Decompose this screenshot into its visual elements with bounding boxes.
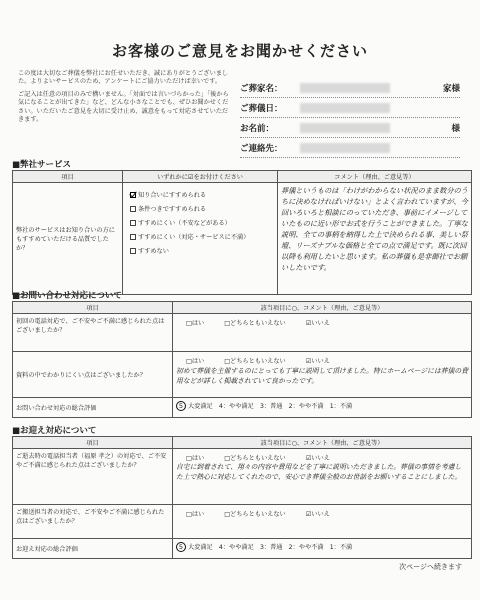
redacted-value <box>300 83 390 93</box>
option-yes[interactable]: □はい <box>186 455 205 462</box>
answer-options <box>176 451 468 462</box>
contact-row <box>240 138 460 158</box>
checkbox[interactable] <box>130 220 136 226</box>
option-yes[interactable]: □はい <box>186 358 205 365</box>
answer-options <box>176 507 468 518</box>
section-heading-service: ■弊社サービス <box>12 160 72 170</box>
options-cell <box>123 183 278 295</box>
question-cell: ご搬送担当者の対応で、ご不安やご不満に感じられた点はございましたか？ <box>13 505 173 539</box>
answer-options <box>176 316 468 327</box>
question-cell: お問い合わせ対応の総合評価 <box>13 398 173 418</box>
checkbox-checked[interactable] <box>130 192 136 198</box>
option-hard[interactable]: すすめにくい（不安などがある） <box>130 218 274 227</box>
answer-cell <box>173 352 472 398</box>
col-item: 項目 <box>13 171 123 183</box>
handwritten-comment: 自宅に到着されて、翔々の内容や費用などを丁寧に説明いただきました。葬儀の事情を考慮した上で熱心に対応してくれたので、安心でき葬儀全般のお世話をお願いすることにしました。 <box>176 463 462 481</box>
option-no[interactable]: すすめない <box>130 246 274 255</box>
page-title: お客様のご意見をお聞かせください <box>111 42 368 60</box>
option-no[interactable]: ☑いいえ <box>305 455 330 462</box>
redacted-value <box>300 143 390 153</box>
inquiry-table <box>12 301 472 418</box>
question-cell: ご逝去時の電話担当者（福原 孝之）の対応で、ご不安やご不満に感じられた点はございましたか？ <box>13 449 173 505</box>
mourner-row <box>240 78 460 98</box>
rating-selected[interactable]: 5 <box>176 401 186 411</box>
intro-paragraph: ご記入は任意の項目のみで構いません。「対面では言いづらかった」「後から気になることが出てきた」など、どんな小さなことでも、ぜひお聞かせください。いただいたご意見を大切に受け止め、誠意をもって対応させていただきます。 <box>18 90 229 124</box>
service-table <box>12 170 472 295</box>
option-yes[interactable]: □はい <box>186 511 205 518</box>
option-neutral[interactable]: □どちらともいえない <box>224 320 286 327</box>
question-cell: 資料の中でわかりにくい点はございましたか？ <box>13 352 173 398</box>
date-row <box>240 98 460 118</box>
option-no[interactable]: ☑いいえ <box>305 511 330 518</box>
col-choice: いずれかに☑をお付けください <box>123 171 278 183</box>
comment-cell: 葬儀というものは「わけがわからない状況のまま数分のうちに決めなければいけない」とよく言われていますが、今回いろいろと相談にのっていただき、事前にイメージしていたものに近い形でお式を行うことができました。丁寧な説明、全ての事柄を納得した上で決められる事、美しい祭壇、リーズナブルな価格と全ての点で満足です。既に次回以降も利用したいと思います。私の葬儀も是非御社でお願いしたいです。 <box>278 183 472 295</box>
rating-cell <box>173 539 472 559</box>
name-row <box>240 118 460 138</box>
option-neutral[interactable]: □どちらともいえない <box>224 511 286 518</box>
option-recommend[interactable]: 知り合いにすすめられる <box>130 190 274 199</box>
option-neutral[interactable]: □どちらともいえない <box>224 455 286 462</box>
checkbox[interactable] <box>130 206 136 212</box>
col-choice: 該当項目に○、コメント（理由、ご意見等） <box>173 302 472 314</box>
option-conditional[interactable]: 条件つきですすめられる <box>130 204 274 213</box>
mourner-label: ご葬家名： <box>240 84 283 94</box>
intro-text <box>18 70 233 128</box>
col-item: 項目 <box>13 437 173 449</box>
name-label: お名前： <box>240 124 275 134</box>
section-heading-inquiry: ■お問い合わせ対応について <box>12 291 122 301</box>
answer-options <box>176 354 468 365</box>
customer-info <box>240 78 460 158</box>
rating-labels: 大変満足 4：やや満足 3：普通 2：やや不満 1：不満 <box>187 544 353 551</box>
section-heading-pickup: ■お迎え対応について <box>12 426 97 436</box>
continue-note: 次ページへ続きます <box>399 563 462 571</box>
answer-cell <box>173 314 472 352</box>
question-cell: 弊社のサービスはお知り合いの方にもすすめていただける品質でしたか？ <box>13 183 123 295</box>
option-yes[interactable]: □はい <box>186 320 205 327</box>
col-comment: コメント（理由、ご意見等） <box>278 171 472 183</box>
option-hard-dissatisfied[interactable]: すすめにくい（対応・サービスに不満） <box>130 232 274 241</box>
col-item: 項目 <box>13 302 173 314</box>
option-neutral[interactable]: □どちらともいえない <box>224 358 286 365</box>
answer-cell <box>173 505 472 539</box>
mourner-suffix: 家様 <box>442 84 460 94</box>
rating-selected[interactable]: 5 <box>176 542 186 552</box>
question-cell: お迎え対応の総合評価 <box>13 539 173 559</box>
intro-paragraph: この度は大切なご葬儀を弊社にお任せいただき、誠にありがとうございました。よりよいサービスのため、アンケートにご協力いただけば幸いです。 <box>18 70 229 86</box>
checkbox[interactable] <box>130 248 136 254</box>
option-no[interactable]: ☑いいえ <box>305 320 330 327</box>
date-label: ご葬儀日： <box>240 104 283 114</box>
question-cell: 初回の電話対応で、ご不安やご不満に感じられた点はございましたか？ <box>13 314 173 352</box>
answer-cell <box>173 449 472 505</box>
checkbox[interactable] <box>130 234 136 240</box>
rating-cell <box>173 398 472 418</box>
redacted-value <box>300 123 390 133</box>
pickup-table <box>12 436 472 559</box>
col-choice: 該当項目に○、コメント（理由、ご意見等） <box>173 437 472 449</box>
rating-labels: 大変満足 4：やや満足 3：普通 2：やや不満 1：不満 <box>187 403 353 410</box>
name-suffix: 様 <box>451 124 460 134</box>
contact-label: ご連絡先： <box>240 144 283 154</box>
option-no[interactable]: ☑いいえ <box>305 358 330 365</box>
redacted-value <box>300 103 390 113</box>
handwritten-comment: 初めて葬儀を主催するのにとっても丁寧に説明して頂けました。特にホームページには葬儀の費用などが詳しく掲載されていて良かったです。 <box>176 367 468 385</box>
